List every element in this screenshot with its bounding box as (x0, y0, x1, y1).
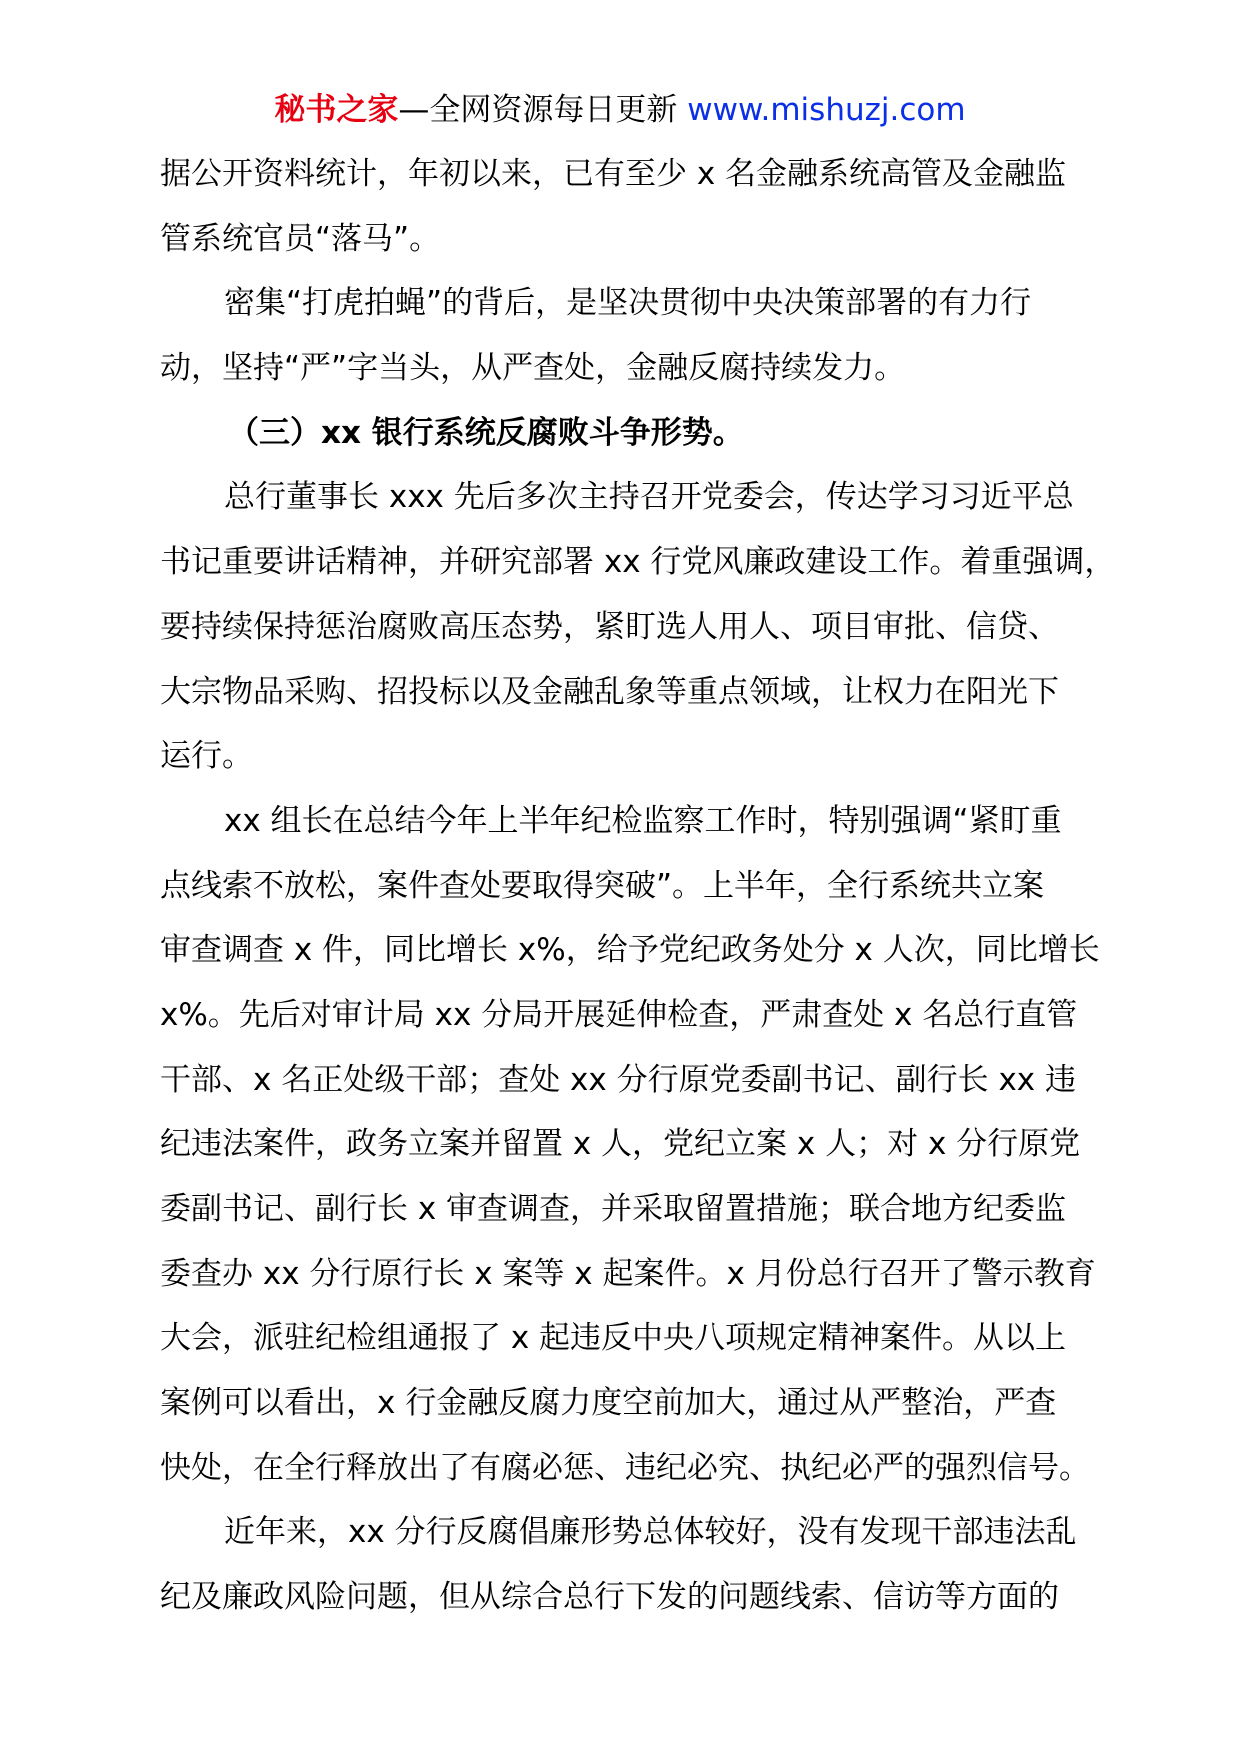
paragraph-start: 总行董事长 xxx 先后多次主持召开党委会，传达学习习近平总 (224, 479, 1074, 516)
site-tagline: —全网资源每日更新 (398, 92, 678, 128)
text-line: 要持续保持惩治腐败高压态势，紧盯选人用人、项目审批、信贷、 (160, 608, 1059, 645)
text-line: 书记重要讲话精神，并研究部署 xx 行党风廉政建设工作。着重强调， (160, 544, 1116, 581)
text-line: 委副书记、副行长 x 审查调查，并采取留置措施；联合地方纪委监 (160, 1191, 1067, 1227)
text-line: 案例可以看出，x 行金融反腐力度空前加大，通过从严整治，严查 (160, 1385, 1057, 1422)
text-line: 干部、x 名正处级干部；查处 xx 分行原党委副书记、副行长 xx 违 (160, 1061, 1076, 1098)
text-line: 据公开资料统计，年初以来，已有至少 x 名金融系统高管及金融监 (160, 156, 1067, 192)
text-line: 纪违法案件，政务立案并留置 x 人，党纪立案 x 人；对 x 分行原党 (160, 1126, 1081, 1163)
text-line: 委查办 xx 分行原行长 x 案等 x 起案件。x 月份总行召开了警示教育 (160, 1255, 1096, 1292)
site-brand: 秘书之家 (274, 92, 399, 128)
text-line: 纪及廉政风险问题，但从综合总行下发的问题线索、信访等方面的 (160, 1579, 1059, 1616)
text-line: 运行。 (160, 738, 253, 775)
document-body (160, 142, 1116, 1630)
text-line: 大宗物品采购、招投标以及金融乱象等重点领域，让权力在阳光下 (160, 673, 1059, 710)
text-line: 动，坚持“严”字当头，从严查处，金融反腐持续发力。 (160, 350, 906, 387)
site-url-link[interactable]: www.mishuzj.com (687, 92, 966, 128)
text-line: 审查调查 x 件，同比增长 x%，给予党纪政务处分 x 人次，同比增长 (160, 932, 1100, 969)
paragraph-start: 密集“打虎拍蝇”的背后，是坚决贯彻中央决策部署的有力行 (224, 285, 1032, 322)
section-heading: （三）xx 银行系统反腐败斗争形势。 (228, 414, 744, 451)
text-line: 管系统官员“落马”。 (160, 220, 441, 257)
paragraph-start: xx 组长在总结今年上半年纪检监察工作时，特别强调“紧盯重 (224, 802, 1062, 839)
site-header (0, 88, 1240, 132)
text-line: 大会，派驻纪检组通报了 x 起违反中央八项规定精神案件。从以上 (160, 1320, 1067, 1357)
paragraph-start: 近年来，xx 分行反腐倡廉形势总体较好，没有发现干部违法乱 (224, 1514, 1077, 1551)
text-line: 点线索不放松，案件查处要取得突破”。上半年，全行系统共立案 (160, 867, 1045, 904)
text-line: 快处，在全行释放出了有腐必惩、违纪必究、执纪必严的强烈信号。 (160, 1449, 1090, 1486)
text-line: x%。先后对审计局 xx 分局开展延伸检查，严肃查处 x 名总行直管 (160, 996, 1078, 1033)
